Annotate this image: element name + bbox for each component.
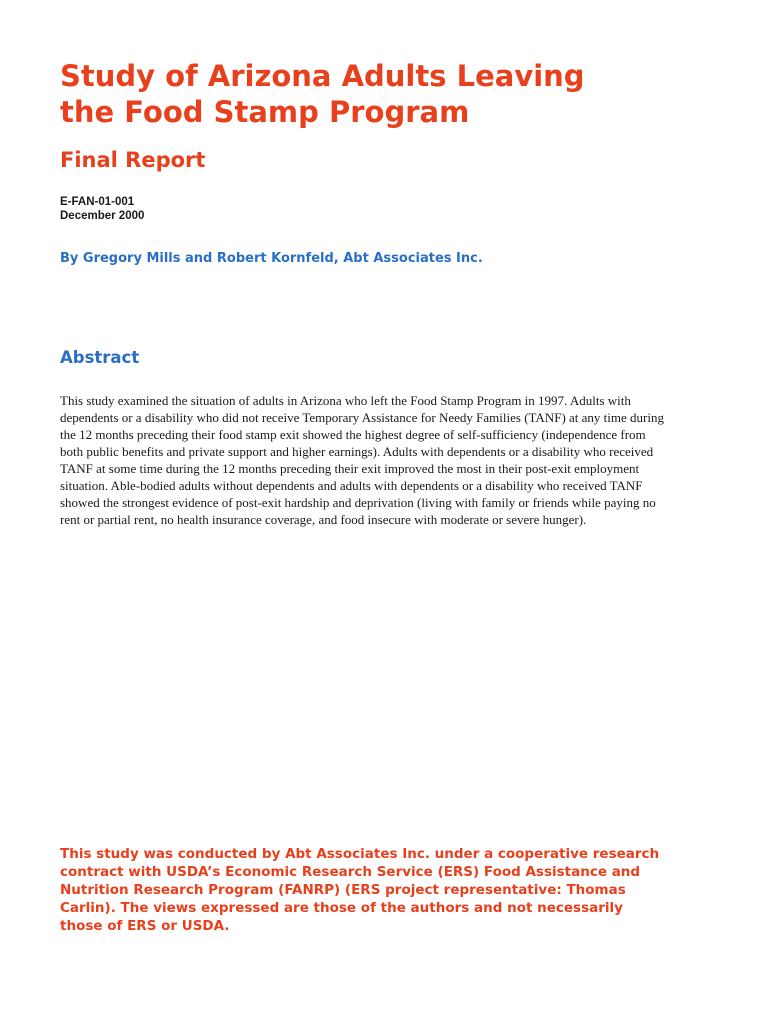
report-meta xyxy=(60,195,144,223)
abstract-line: situation. Able-bodied adults without dependents and adults with dependents or a disability who received TANF xyxy=(60,478,643,493)
disclaimer-line: This study was conducted by Abt Associates Inc. under a cooperative research xyxy=(60,846,660,862)
disclaimer-line: those of ERS or USDA. xyxy=(60,918,230,934)
abstract-line: rent or partial rent, no health insurance coverage, and food insecure with moderate or severe hunger). xyxy=(60,512,587,527)
disclaimer-statement xyxy=(60,845,730,935)
abstract-line: the 12 months preceding their food stamp exit showed the highest degree of self-sufficiency (independence from xyxy=(60,427,646,442)
abstract-heading: Abstract xyxy=(60,348,140,367)
report-date: December 2000 xyxy=(60,210,145,222)
abstract-line: both public benefits and private support and higher earnings). Adults with dependents or a disability who received xyxy=(60,444,654,459)
abstract-line: dependents or a disability who did not receive Temporary Assistance for Needy Families (TANF) at any time during xyxy=(60,410,664,425)
report-number: E-FAN-01-001 xyxy=(60,196,135,208)
report-subtitle: Final Report xyxy=(60,148,206,172)
report-title-line: the Food Stamp Program xyxy=(60,95,470,129)
disclaimer-line: Nutrition Research Program (FANRP) (ERS project representative: Thomas xyxy=(60,882,626,898)
report-title xyxy=(60,58,700,130)
abstract-line: showed the strongest evidence of post-exit hardship and deprivation (living with family or friends while paying no xyxy=(60,495,656,510)
report-authors: By Gregory Mills and Robert Kornfeld, Abt Associates Inc. xyxy=(60,251,483,266)
abstract-line: TANF at some time during the 12 months preceding their exit improved the most in their post-exit employment xyxy=(60,461,640,476)
abstract-line: This study examined the situation of adults in Arizona who left the Food Stamp Program in 1997. Adults with xyxy=(60,393,631,408)
disclaimer-line: Carlin). The views expressed are those of the authors and not necessarily xyxy=(60,900,623,916)
abstract-body xyxy=(60,392,720,528)
disclaimer-line: contract with USDA’s Economic Research Service (ERS) Food Assistance and xyxy=(60,864,641,880)
report-title-line: Study of Arizona Adults Leaving xyxy=(60,59,585,93)
